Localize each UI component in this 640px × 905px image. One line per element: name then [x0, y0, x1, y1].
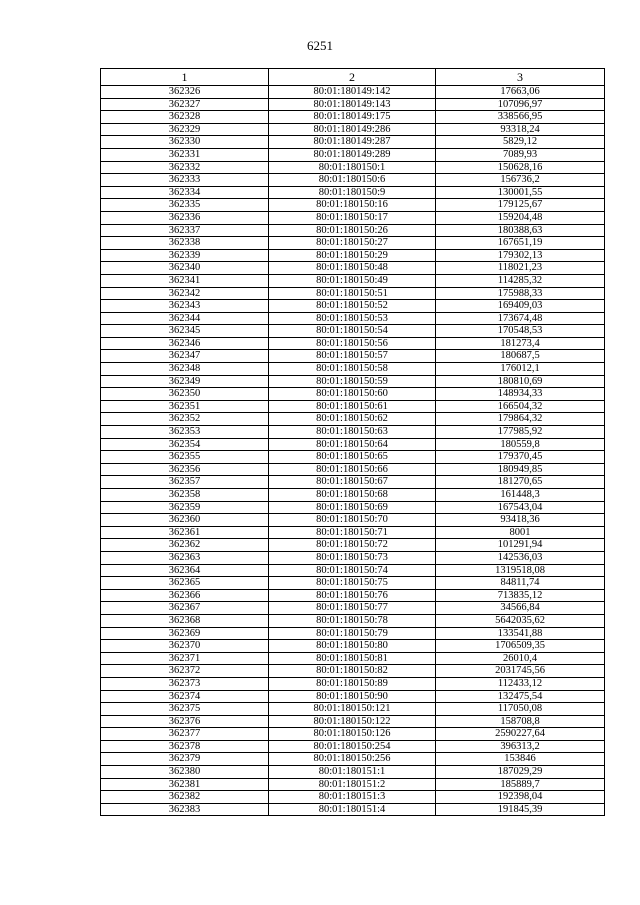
table-row [101, 640, 605, 653]
cadastral-number-cell: 80:01:180150:72 [269, 539, 436, 552]
value-cell: 179302,13 [436, 249, 605, 262]
row-number-cell: 362329 [101, 123, 269, 136]
row-number-cell: 362364 [101, 564, 269, 577]
table-row [101, 451, 605, 464]
table-row [101, 627, 605, 640]
cadastral-number-cell: 80:01:180150:126 [269, 728, 436, 741]
row-number-cell: 362355 [101, 451, 269, 464]
value-cell: 180949,85 [436, 463, 605, 476]
row-number-cell: 362367 [101, 602, 269, 615]
value-cell: 133541,88 [436, 627, 605, 640]
cadastral-number-cell: 80:01:180149:287 [269, 136, 436, 149]
row-number-cell: 362331 [101, 148, 269, 161]
value-cell: 179370,45 [436, 451, 605, 464]
value-cell: 2031745,56 [436, 665, 605, 678]
row-number-cell: 362372 [101, 665, 269, 678]
table-row [101, 262, 605, 275]
row-number-cell: 362346 [101, 337, 269, 350]
table-row [101, 753, 605, 766]
value-cell: 180810,69 [436, 375, 605, 388]
cadastral-number-cell: 80:01:180150:82 [269, 665, 436, 678]
row-number-cell: 362344 [101, 312, 269, 325]
cadastral-number-cell: 80:01:180150:57 [269, 350, 436, 363]
row-number-cell: 362342 [101, 287, 269, 300]
cadastral-number-cell: 80:01:180150:66 [269, 463, 436, 476]
cadastral-number-cell: 80:01:180150:71 [269, 526, 436, 539]
cadastral-number-cell: 80:01:180149:175 [269, 111, 436, 124]
cadastral-number-cell: 80:01:180150:58 [269, 363, 436, 376]
table-row [101, 778, 605, 791]
value-cell: 132475,54 [436, 690, 605, 703]
row-number-cell: 362338 [101, 237, 269, 250]
row-number-cell: 362371 [101, 652, 269, 665]
header-row [101, 69, 605, 86]
cadastral-number-cell: 80:01:180150:9 [269, 186, 436, 199]
row-number-cell: 362369 [101, 627, 269, 640]
cadastral-number-cell: 80:01:180150:6 [269, 174, 436, 187]
row-number-cell: 362352 [101, 413, 269, 426]
table-row [101, 375, 605, 388]
cadastral-number-cell: 80:01:180150:27 [269, 237, 436, 250]
table-body [101, 86, 605, 816]
table-row [101, 677, 605, 690]
table-row [101, 300, 605, 313]
cadastral-number-cell: 80:01:180149:289 [269, 148, 436, 161]
table-row [101, 589, 605, 602]
table-row [101, 287, 605, 300]
cadastral-number-cell: 80:01:180150:80 [269, 640, 436, 653]
cadastral-number-cell: 80:01:180150:76 [269, 589, 436, 602]
row-number-cell: 362358 [101, 489, 269, 502]
cadastral-number-cell: 80:01:180150:68 [269, 489, 436, 502]
cadastral-number-cell: 80:01:180150:1 [269, 161, 436, 174]
table-row [101, 803, 605, 816]
table-row [101, 312, 605, 325]
row-number-cell: 362368 [101, 614, 269, 627]
cadastral-number-cell: 80:01:180150:26 [269, 224, 436, 237]
row-number-cell: 362380 [101, 766, 269, 779]
cadastral-number-cell: 80:01:180150:90 [269, 690, 436, 703]
row-number-cell: 362330 [101, 136, 269, 149]
value-cell: 185889,7 [436, 778, 605, 791]
row-number-cell: 362381 [101, 778, 269, 791]
value-cell: 177985,92 [436, 426, 605, 439]
row-number-cell: 362332 [101, 161, 269, 174]
value-cell: 180687,5 [436, 350, 605, 363]
value-cell: 713835,12 [436, 589, 605, 602]
row-number-cell: 362366 [101, 589, 269, 602]
row-number-cell: 362336 [101, 211, 269, 224]
cadastral-number-cell: 80:01:180150:17 [269, 211, 436, 224]
column-header-2: 2 [269, 69, 436, 86]
cadastral-number-cell: 80:01:180150:69 [269, 501, 436, 514]
cadastral-number-cell: 80:01:180150:67 [269, 476, 436, 489]
row-number-cell: 362348 [101, 363, 269, 376]
row-number-cell: 362356 [101, 463, 269, 476]
table-row [101, 98, 605, 111]
cadastral-number-cell: 80:01:180151:3 [269, 791, 436, 804]
row-number-cell: 362382 [101, 791, 269, 804]
row-number-cell: 362361 [101, 526, 269, 539]
table-row [101, 539, 605, 552]
row-number-cell: 362377 [101, 728, 269, 741]
column-header-3: 3 [436, 69, 605, 86]
value-cell: 114285,32 [436, 274, 605, 287]
table-row [101, 577, 605, 590]
table-row [101, 249, 605, 262]
value-cell: 187029,29 [436, 766, 605, 779]
row-number-cell: 362343 [101, 300, 269, 313]
value-cell: 130001,55 [436, 186, 605, 199]
row-number-cell: 362370 [101, 640, 269, 653]
row-number-cell: 362340 [101, 262, 269, 275]
value-cell: 180388,63 [436, 224, 605, 237]
row-number-cell: 362327 [101, 98, 269, 111]
row-number-cell: 362375 [101, 703, 269, 716]
cadastral-number-cell: 80:01:180150:29 [269, 249, 436, 262]
value-cell: 107096,97 [436, 98, 605, 111]
table-header [101, 69, 605, 86]
cadastral-number-cell: 80:01:180149:142 [269, 86, 436, 99]
row-number-cell: 362335 [101, 199, 269, 212]
table-row [101, 526, 605, 539]
value-cell: 153846 [436, 753, 605, 766]
value-cell: 1706509,35 [436, 640, 605, 653]
table-row [101, 665, 605, 678]
value-cell: 167651,19 [436, 237, 605, 250]
value-cell: 150628,16 [436, 161, 605, 174]
value-cell: 5642035,62 [436, 614, 605, 627]
row-number-cell: 362349 [101, 375, 269, 388]
cadastral-number-cell: 80:01:180150:59 [269, 375, 436, 388]
value-cell: 159204,48 [436, 211, 605, 224]
row-number-cell: 362333 [101, 174, 269, 187]
cadastral-number-cell: 80:01:180151:4 [269, 803, 436, 816]
value-cell: 181270,65 [436, 476, 605, 489]
cadastral-number-cell: 80:01:180150:65 [269, 451, 436, 464]
value-cell: 101291,94 [436, 539, 605, 552]
value-cell: 5829,12 [436, 136, 605, 149]
row-number-cell: 362378 [101, 740, 269, 753]
row-number-cell: 362337 [101, 224, 269, 237]
value-cell: 179864,32 [436, 413, 605, 426]
value-cell: 161448,3 [436, 489, 605, 502]
cadastral-number-cell: 80:01:180150:53 [269, 312, 436, 325]
table-row [101, 325, 605, 338]
table-row [101, 426, 605, 439]
row-number-cell: 362373 [101, 677, 269, 690]
table-row [101, 400, 605, 413]
table-row [101, 703, 605, 716]
value-cell: 176012,1 [436, 363, 605, 376]
row-number-cell: 362326 [101, 86, 269, 99]
cadastral-number-cell: 80:01:180150:254 [269, 740, 436, 753]
cadastral-number-cell: 80:01:180150:54 [269, 325, 436, 338]
table-row [101, 136, 605, 149]
row-number-cell: 362353 [101, 426, 269, 439]
table-row [101, 237, 605, 250]
value-cell: 166504,32 [436, 400, 605, 413]
cadastral-number-cell: 80:01:180150:77 [269, 602, 436, 615]
cadastral-number-cell: 80:01:180150:62 [269, 413, 436, 426]
table-row [101, 489, 605, 502]
table-row [101, 602, 605, 615]
row-number-cell: 362341 [101, 274, 269, 287]
value-cell: 158708,8 [436, 715, 605, 728]
table-row [101, 564, 605, 577]
value-cell: 169409,03 [436, 300, 605, 313]
row-number-cell: 362365 [101, 577, 269, 590]
cadastral-number-cell: 80:01:180150:48 [269, 262, 436, 275]
value-cell: 148934,33 [436, 388, 605, 401]
value-cell: 156736,2 [436, 174, 605, 187]
value-cell: 192398,04 [436, 791, 605, 804]
table-row [101, 551, 605, 564]
table-row [101, 174, 605, 187]
cadastral-number-cell: 80:01:180150:81 [269, 652, 436, 665]
row-number-cell: 362360 [101, 514, 269, 527]
table-row [101, 350, 605, 363]
row-number-cell: 362363 [101, 551, 269, 564]
table-row [101, 388, 605, 401]
table-row [101, 363, 605, 376]
value-cell: 1319518,08 [436, 564, 605, 577]
cadastral-number-cell: 80:01:180150:89 [269, 677, 436, 690]
cadastral-number-cell: 80:01:180150:70 [269, 514, 436, 527]
table-row [101, 463, 605, 476]
cadastral-number-cell: 80:01:180150:16 [269, 199, 436, 212]
value-cell: 173674,48 [436, 312, 605, 325]
table-row [101, 728, 605, 741]
value-cell: 93418,36 [436, 514, 605, 527]
cadastral-number-cell: 80:01:180150:52 [269, 300, 436, 313]
value-cell: 179125,67 [436, 199, 605, 212]
value-cell: 142536,03 [436, 551, 605, 564]
value-cell: 396313,2 [436, 740, 605, 753]
row-number-cell: 362374 [101, 690, 269, 703]
value-cell: 117050,08 [436, 703, 605, 716]
table-row [101, 614, 605, 627]
value-cell: 175988,33 [436, 287, 605, 300]
cadastral-number-cell: 80:01:180150:75 [269, 577, 436, 590]
cadastral-number-cell: 80:01:180150:61 [269, 400, 436, 413]
row-number-cell: 362362 [101, 539, 269, 552]
table-row [101, 791, 605, 804]
cadastral-number-cell: 80:01:180150:74 [269, 564, 436, 577]
table-row [101, 274, 605, 287]
cadastral-number-cell: 80:01:180150:121 [269, 703, 436, 716]
value-cell: 118021,23 [436, 262, 605, 275]
value-cell: 170548,53 [436, 325, 605, 338]
cadastral-number-cell: 80:01:180150:49 [269, 274, 436, 287]
cadastral-number-cell: 80:01:180150:64 [269, 438, 436, 451]
row-number-cell: 362383 [101, 803, 269, 816]
cadastral-number-cell: 80:01:180151:1 [269, 766, 436, 779]
cadastral-number-cell: 80:01:180150:60 [269, 388, 436, 401]
table-row [101, 211, 605, 224]
row-number-cell: 362328 [101, 111, 269, 124]
table-row [101, 501, 605, 514]
cadastral-number-cell: 80:01:180149:286 [269, 123, 436, 136]
cadastral-number-cell: 80:01:180150:78 [269, 614, 436, 627]
row-number-cell: 362359 [101, 501, 269, 514]
value-cell: 26010,4 [436, 652, 605, 665]
value-cell: 8001 [436, 526, 605, 539]
row-number-cell: 362351 [101, 400, 269, 413]
row-number-cell: 362376 [101, 715, 269, 728]
value-cell: 191845,39 [436, 803, 605, 816]
cadastral-number-cell: 80:01:180150:79 [269, 627, 436, 640]
value-cell: 338566,95 [436, 111, 605, 124]
table-row [101, 766, 605, 779]
table-row [101, 148, 605, 161]
row-number-cell: 362347 [101, 350, 269, 363]
value-cell: 181273,4 [436, 337, 605, 350]
value-cell: 2590227,64 [436, 728, 605, 741]
cadastral-number-cell: 80:01:180150:73 [269, 551, 436, 564]
cadastral-number-cell: 80:01:180150:51 [269, 287, 436, 300]
table-row [101, 186, 605, 199]
row-number-cell: 362339 [101, 249, 269, 262]
table-row [101, 86, 605, 99]
table-row [101, 690, 605, 703]
table-row [101, 413, 605, 426]
value-cell: 17663,06 [436, 86, 605, 99]
row-number-cell: 362357 [101, 476, 269, 489]
table-row [101, 740, 605, 753]
value-cell: 167543,04 [436, 501, 605, 514]
cadastral-number-cell: 80:01:180150:122 [269, 715, 436, 728]
cadastral-number-cell: 80:01:180150:63 [269, 426, 436, 439]
table-row [101, 111, 605, 124]
table-row [101, 476, 605, 489]
row-number-cell: 362350 [101, 388, 269, 401]
value-cell: 84811,74 [436, 577, 605, 590]
cadastral-number-cell: 80:01:180149:143 [269, 98, 436, 111]
row-number-cell: 362345 [101, 325, 269, 338]
table-row [101, 337, 605, 350]
table-row [101, 199, 605, 212]
column-header-1: 1 [101, 69, 269, 86]
row-number-cell: 362334 [101, 186, 269, 199]
value-cell: 180559,8 [436, 438, 605, 451]
registry-table [100, 68, 605, 816]
page-number: 6251 [307, 38, 333, 53]
table-row [101, 652, 605, 665]
table-row [101, 161, 605, 174]
cadastral-number-cell: 80:01:180150:256 [269, 753, 436, 766]
value-cell: 93318,24 [436, 123, 605, 136]
table-row [101, 514, 605, 527]
table-row [101, 715, 605, 728]
row-number-cell: 362354 [101, 438, 269, 451]
cadastral-number-cell: 80:01:180151:2 [269, 778, 436, 791]
table-row [101, 123, 605, 136]
value-cell: 34566,84 [436, 602, 605, 615]
cadastral-number-cell: 80:01:180150:56 [269, 337, 436, 350]
table-row [101, 224, 605, 237]
value-cell: 7089,93 [436, 148, 605, 161]
value-cell: 112433,12 [436, 677, 605, 690]
table-row [101, 438, 605, 451]
row-number-cell: 362379 [101, 753, 269, 766]
